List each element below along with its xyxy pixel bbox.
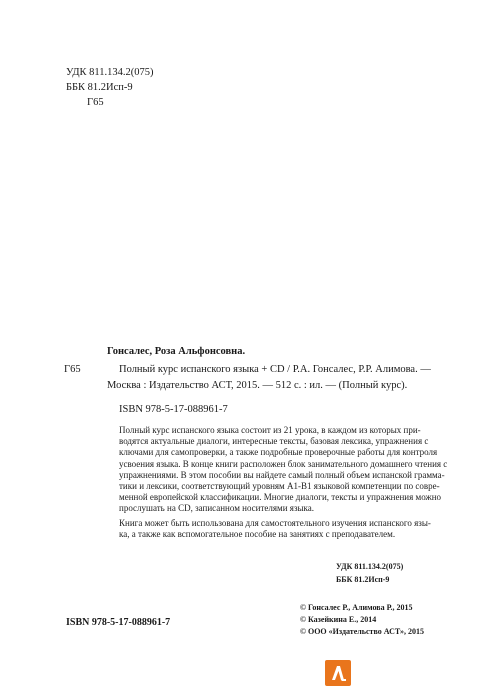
copyright-line: © Гонсалес Р., Алимова Р., 2015 — [300, 603, 413, 612]
isbn-record: ISBN 978-5-17-088961-7 — [119, 404, 228, 415]
annotation-line: усвоения языка. В конце книги расположен блок занимательного домашнего чтения с — [119, 458, 448, 469]
annotation-paragraph-1 — [119, 425, 448, 515]
bbk-code-top: ББК 81.2Исп-9 — [66, 82, 133, 93]
title-line-2: Москва : Издательство АСТ, 2015. — 512 с. : ил. — (Полный курс). — [107, 380, 408, 391]
annotation-line: менной европейской классификации. Многие диалоги, тексты и упражнения можно — [119, 492, 442, 503]
annotation-line: прослушать на CD, записанном носителями языка. — [119, 503, 315, 514]
copyright-line: © Казейкина Е., 2014 — [300, 615, 377, 624]
annotation-line: тики и лексики, соответствующий уровням А1-В1 языковой компетенции по совре- — [119, 481, 440, 492]
udk-code-top: УДК 811.134.2(075) — [66, 67, 154, 78]
annotation-line: ключами для самопроверки, а также подробные проверочные работы для контроля — [119, 447, 438, 458]
isbn-footer: ISBN 978-5-17-088961-7 — [66, 617, 171, 628]
author-sign-record: Г65 — [64, 364, 81, 375]
udk-code-bottom: УДК 811.134.2(075) — [336, 562, 404, 571]
annotation-line: упражнениями. В этом пособии вы найдете самый полный объем испанской грамма- — [119, 469, 445, 480]
publisher-logo-icon — [325, 660, 351, 686]
annotation-line: Книга может быть использована для самостоятельного изучения испанского язы- — [119, 518, 431, 528]
stylized-letter-logo-icon — [325, 660, 351, 686]
copyright-line: © ООО «Издательство АСТ», 2015 — [300, 627, 425, 636]
author-heading: Гонсалес, Роза Альфонсовна. — [107, 346, 246, 357]
annotation-line: Полный курс испанского языка состоит из 21 урока, в каждом из которых при- — [119, 425, 421, 435]
annotation-paragraph-2 — [119, 518, 431, 540]
annotation-line: ка, а также как вспомогательное пособие на занятиях с преподавателем. — [119, 529, 396, 540]
author-sign-top: Г65 — [87, 97, 104, 108]
title-line-1: Полный курс испанского языка + CD / Р.А. Гонсалес, Р.Р. Алимова. — — [119, 364, 431, 375]
bbk-code-bottom: ББК 81.2Исп-9 — [336, 575, 390, 584]
annotation-line: водятся актуальные диалоги, интересные тексты, базовая лексика, упражнения с — [119, 436, 429, 447]
